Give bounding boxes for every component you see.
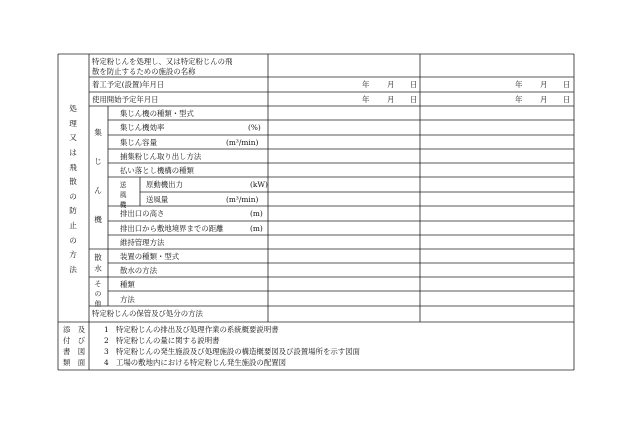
spray-group-label: 散 水 [94,253,102,273]
other-method-label: 方法 [120,295,135,304]
collector-capacity-unit: (m³/min) [226,138,259,147]
motor-output-unit: (kW) [250,180,268,189]
date-day-2a: 日 [410,95,418,104]
date-day-1b: 日 [563,80,571,89]
side-label-treatment-method: 処 理 又 は 飛 散 の 防 止 の 方 法 [69,104,77,274]
attachments-label-2: 付 び [63,336,86,345]
date-year-2a: 年 [362,95,370,104]
air-volume-unit: (m³/min) [226,195,259,204]
date-year-2b: 年 [515,95,523,104]
attachment-2-number: 2 [104,336,109,345]
date-year-1a: 年 [362,80,370,89]
attachment-3-number: 3 [104,347,109,356]
attachment-2-text: 特定粉じんの量に関する説明書 [116,336,220,345]
collector-efficiency-label: 集じん機効率 [120,123,165,132]
construction-date-label: 着工予定(設置)年月日 [92,80,165,89]
dust-removal-method-label: 捕集粉じん取り出し方法 [120,152,202,161]
date-day-1a: 日 [410,80,418,89]
outlet-height-label: 排出口の高さ [120,209,165,218]
shake-off-mechanism-label: 払い落とし機構の種類 [120,166,194,175]
facility-name-label-line1: 特定粉じんを処理し、又は特定粉じんの飛 [92,57,233,66]
attachment-4-text: 工場の敷地内における特定粉じん発生施設の配置図 [116,358,286,367]
attachment-1-number: 1 [104,325,109,334]
blower-group-label: 送 風 機 [119,181,127,209]
date-month-2a: 月 [387,95,395,104]
motor-output-label: 原動機出力 [146,180,183,189]
date-day-2b: 日 [563,95,571,104]
collector-group-label: 集 じ ん 機 [94,128,102,224]
date-month-2b: 月 [540,95,548,104]
attachments-label-4: 類 面 [63,358,86,367]
attachment-1-text: 特定粉じんの排出及び処理作業の系統概要説明書 [116,325,279,334]
collector-efficiency-unit: (%) [248,123,261,132]
outlet-height-unit: (m) [250,209,263,218]
date-year-1b: 年 [515,80,523,89]
collector-type-label: 集じん機の種類・型式 [120,109,194,118]
date-month-1a: 月 [387,80,395,89]
other-group-label: そ の 他 [94,280,102,308]
date-month-1b: 月 [540,80,548,89]
attachment-3-text: 特定粉じんの発生施設及び処理施設の構造概要図及び設置場所を示す図面 [116,347,360,356]
attachments-label-1: 添 及 [63,325,86,334]
collector-capacity-label: 集じん容量 [120,138,157,147]
facility-name-label-line2: 散を防止するための施設の名称 [92,67,196,76]
outlet-distance-unit: (m) [250,224,263,233]
air-volume-label: 送風量 [146,195,169,204]
other-type-label: 種類 [120,280,135,289]
attachments-label-3: 書 図 [63,347,86,356]
storage-disposal-label: 特定粉じんの保管及び処分の方法 [92,309,203,318]
maintenance-method-label: 維持管理方法 [120,238,165,247]
attachment-4-number: 4 [104,358,109,367]
spray-device-type-label: 装置の種類・型式 [120,252,180,261]
outlet-distance-label: 排出口から敷地境界までの距離 [120,224,224,233]
spray-method-label: 散水の方法 [120,266,157,275]
start-date-label: 使用開始予定年月日 [92,95,159,104]
